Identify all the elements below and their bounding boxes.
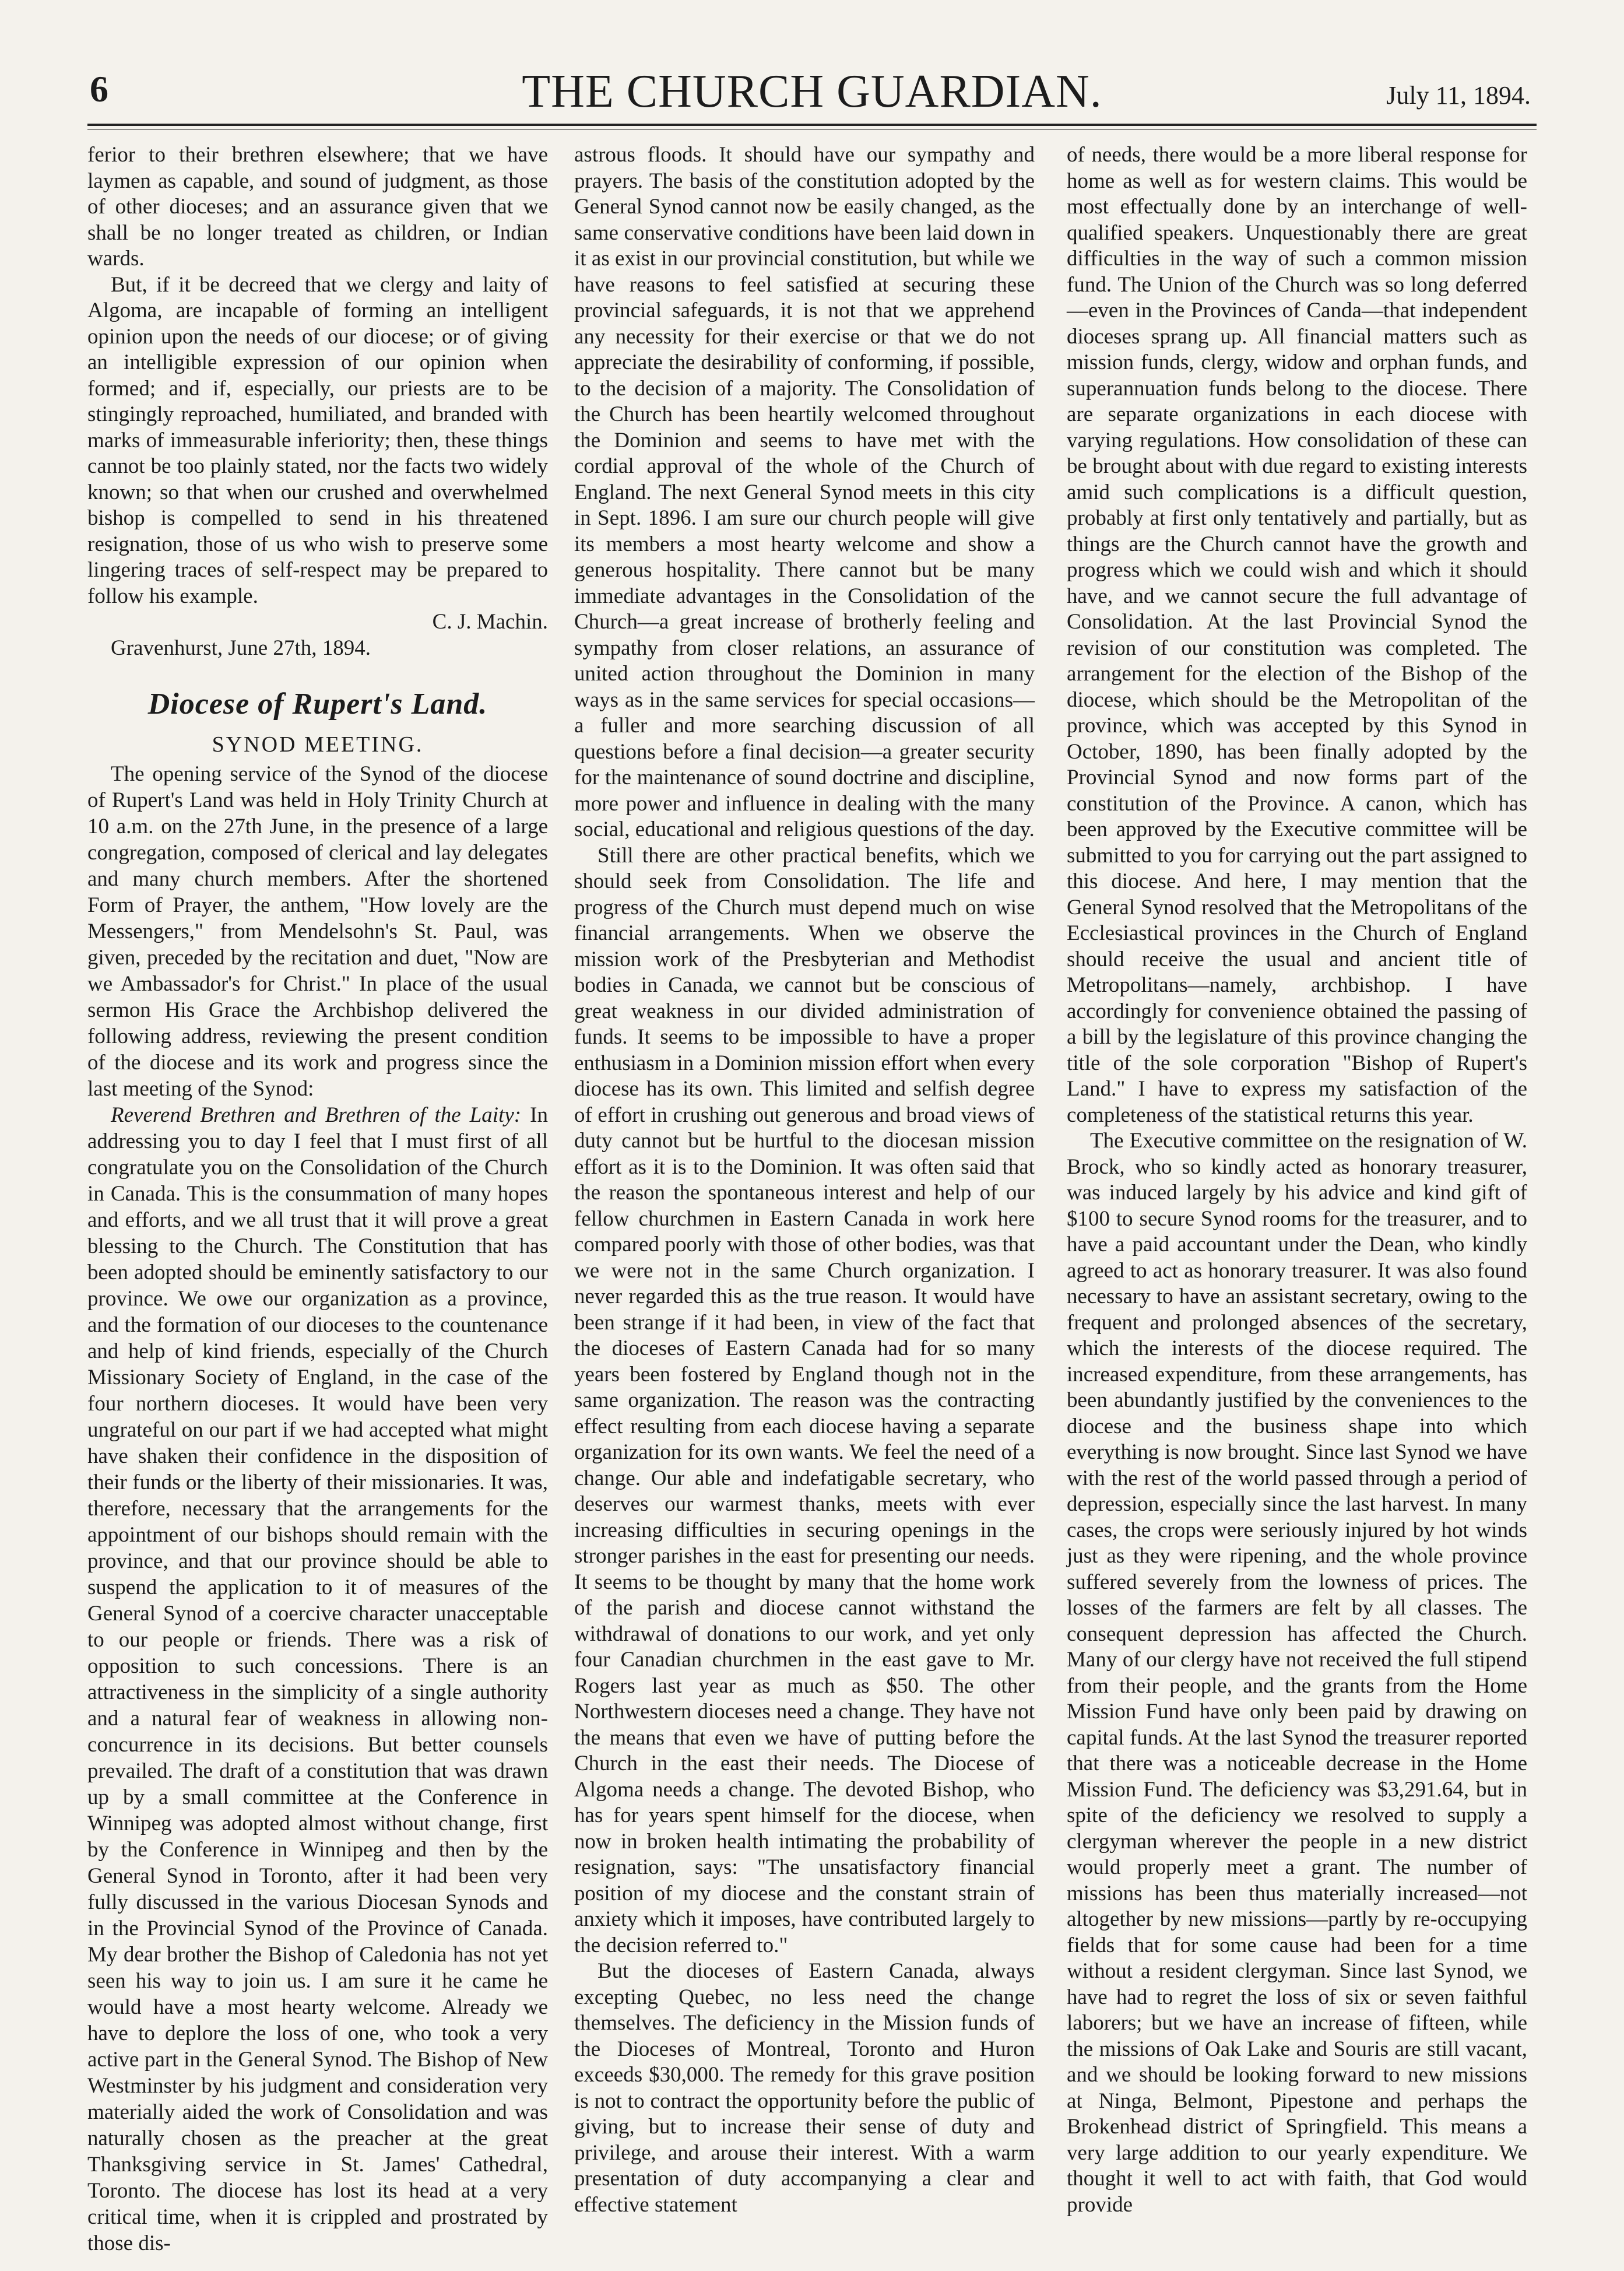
masthead-rule-thin [87,129,1537,130]
column-1 [87,142,548,2255]
address-paragraph: of needs, there would be a more liberal response for home as well as for western claims. This would be most effectually done by an interchange of well-qualified speakers. Unquestionably there are great difficulties in the way of such a common mission fund. The Union of the Church was so long deferred—even in the Provinces of Canda—that independent dioceses sprang up. All financial matters such as mission funds, clergy, widow and orphan funds, and superannuation funds belong to the diocese. There are separate organizations in each diocese with varying regulations. How consolidation of these can be brought about with due regard to existing interests amid such complications is a difficult question, probably at first only tentatively and partially, but as things are the Church cannot have the growth and progress which we could wish and which it should have, and we cannot secure the full advantage of Consolidation. At the last Provincial Synod the revision of our constitution was completed. The arrangement for the election of the Bishop of the diocese, which should be the Metropolitan of the province, which was accepted by this Synod in October, 1890, has been finally adopted by the Provincial Synod and now forms part of the constitution of the Province. A canon, which has been approved by the Executive committee will be submitted to you for carrying out the part assigned to this diocese. And here, I may mention that the General Synod resolved that the Metropolitans of the Ecclesiastical provinces in the Church of England should receive the usual and ancient title of Metropolitans—namely, archbishop. I have accordingly for convenience obtained the passing of a bill by the legislature of this province changing the title of the sole corporation "Bishop of Rupert's Land." I have to express my satisfaction of the completeness of the statistical returns this year. [1067,143,1527,1127]
address-text: In addressing you to day I feel that I must first of all congratulate you on the Consolidation of the Church in Canada. This is the consummation of many hopes and efforts, and we all trust that it will prove a great blessing to the Church. The Constitution that has been adopted should be eminently satisfactory to our province. We owe our organization as a province, and the formation of our dioceses to the countenance and help of kind friends, especially of the Church Missionary Society of England, in the case of the four northern dioceses. It would have been very ungrateful on our part if we had accepted what might have shaken their confidence in the disposition of their funds or the liberty of their missionaries. It was, therefore, necessary that the arrangements for the appointment of our bishops should remain with the province, and that our province should be able to suspend the application to it of measures of the General Synod of a coercive character unacceptable to our people or friends. There was a risk of opposition to such concessions. There is an attractiveness in the simplicity of a single authority and a natural fear of weakness in allowing non-concurrence in its decisions. But better counsels prevailed. The draft of a constitution that was drawn up by a small committee at the Conference in Winnipeg was adopted almost without change, first by the Conference in Winnipeg and then by the General Synod in Toronto, after it had been very fully discussed in the various Diocesan Synods and in the Provincial Synod of the Province of Canada. My dear brother the Bishop of Caledonia has not yet seen his way to join us. I am sure it he came he would have a most hearty welcome. Already we have to deplore the loss of one, who took a very active part in the General Synod. The Bishop of New Westminster by his judgment and consideration very materially aided the work of Consolidation and was naturally chosen as the preacher at the great Thanksgiving service in St. James' Cathedral, Toronto. The diocese has lost its head at a very critical time, when it is crippled and prostrated by those dis- [87,1103,548,2255]
masthead-rule-thick [87,124,1537,126]
issue-date: July 11, 1894. [1386,81,1531,110]
letter-dateline: Gravenhurst, June 27th, 1894. [111,636,371,660]
newspaper-title: THE CHURCH GUARDIAN. [522,66,1102,117]
letter-signature: C. J. Machin. [432,610,548,634]
column-3 [1067,142,1527,2241]
address-paragraph: But the dioceses of Eastern Canada, always excepting Quebec, no less need the change themselves. The deficiency in the Mission funds of the Dioceses of Montreal, Toronto and Huron exceeds $30,000. The remedy for this grave position is not to contract the opportunity before the public of giving, but to increase their sense of duty and privilege, and arouse their interest. With a warm presentation of duty accompanying a clear and effective statement [574,1959,1035,2217]
letter-paragraph: ferior to their brethren elsewhere; that we have laymen as capable, and sound of judgment, as those of other dioceses; and an assurance given that we shall be no longer treated as children, or Indian wards. [87,143,548,271]
address-paragraph: The Executive committee on the resignation of W. Brock, who so kindly acted as honorary treasurer, was induced largely by his advice and kind gift of $100 to secure Synod rooms for the treasurer, and to have a paid accountant under the Dean, who kindly agreed to act as honorary treasurer. It was also found necessary to have an assistant secretary, owing to the frequent and prolonged absences of the secretary, which the interests of the diocese required. The increased expenditure, from these arrangements, has been abundantly justified by the conveniences to the diocese and the business shape into which everything is now brought. Since last Synod we have with the rest of the world passed through a period of depression, especially since the last harvest. In many cases, the crops were seriously injured by hot winds just as they were ripening, and the whole province suffered severely from the lowness of prices. The losses of the farmers are felt by all classes. The consequent depression has affected the Church. Many of our clergy have not received the full stipend from their people, and the grants from the Home Mission Fund have only been paid by drawing on capital funds. At the last Synod the treasurer reported that there was a noticeable decrease in the Home Mission Fund. The deficiency was $3,291.64, but in spite of the deficiency we resolved to supply a clergyman wherever the people in a new district would properly meet a grant. The number of missions has been thus materially increased—not altogether by new missions—partly by re-occupying fields that for some cause had been for a time without a resident clergyman. Since last Synod, we have had to regret the loss of six or seven faithful laborers; but we have an increase of fifteen, while the missions of Oak Lake and Souris are still vacant, and we should be looking forward to new missions at Ninga, Belmont, Pipestone and perhaps the Brokenhead district of Springfield. This means a very large addition to our yearly expenditure. We thought it well to act with faith, that God would provide [1067,1129,1527,2217]
address-salutation: Reverend Brethren and Brethren of the Laity: [111,1103,522,1127]
letter-paragraph: But, if it be decreed that we clergy and laity of Algoma, are incapable of forming an intelligent opinion upon the needs of our diocese; or of giving an intelligible expression of our opinion when formed; and if, especially, our priests are to be stingingly reproached, humiliated, and branded with marks of immeasurable inferiority; then, these things cannot be too plainly stated, nor the facts two widely known; so that when our crushed and overwhelmed bishop is compelled to send in his threatened resignation, those of us who wish to preserve some lingering traces of self-respect may be prepared to follow his example. [87,272,548,608]
page-number: 6 [90,68,108,110]
article-body [87,761,548,2256]
column-2 [574,142,1035,2241]
masthead [87,63,1537,127]
article-headline: Diocese of Rupert's Land. [147,687,488,721]
address-paragraph: astrous floods. It should have our sympathy and prayers. The basis of the constitution adopted by the General Synod cannot now be easily changed, as the same conservative conditions have been laid down in it as exist in our provincial constitution, but while we have reasons to feel satisfied at securing these provincial safeguards, it is not that we apprehend any necessity for their exercise or that we do not appreciate the desirability of conforming, if possible, to the decision of a majority. The Consolidation of the Church has been heartily welcomed throughout the Dominion and seems to have met with the cordial approval of the whole of the Church of England. The next General Synod meets in this city in Sept. 1896. I am sure our church people will give its members a most hearty welcome and show a generous hospitality. There cannot but be many immediate advantages in the Consolidation of the Church—a great increase of brotherly feeling and sympathy from closer relations, an assurance of united action throughout the Dominion in many ways as in the same services for special occasions—a fuller and more searching discussion of all questions before a final decision—a greater security for the maintenance of sound doctrine and discipline, more power and influence in dealing with the many social, educational and religious questions of the day. [574,143,1035,841]
article-subheading: SYNOD MEETING. [212,732,424,757]
address-paragraph [87,1102,548,2256]
article-paragraph: The opening service of the Synod of the diocese of Rupert's Land was held in Holy Trinity Church at 10 a.m. on the 27th June, in the presence of a large congregation, composed of clerical and lay delegates and many church members. After the shortened Form of Prayer, the anthem, "How lovely are the Messengers," from Mendelsohn's St. Paul, was given, preceded by the recitation and duet, "Now are we Ambassador's for Christ." In place of the usual sermon His Grace the Archbishop delivered the following address, reviewing the present condition of the diocese and its work and progress since the last meeting of the Synod: [87,762,548,1101]
address-paragraph: Still there are other practical benefits, which we should seek from Consolidation. The life and progress of the Church must depend much on wise financial arrangements. When we observe the mission work of the Presbyterian and Methodist bodies in Canada, we cannot but be conscious of great weakness in our divided administration of funds. It seems to be impossible to have a proper enthusiasm in a Dominion mission effort when every diocese has its own. This limited and selfish degree of effort in crushing out generous and broad views of duty cannot but be hurtful to the diocesan mission effort as it is to the Dominion. It was often said that the reason the spontaneous interest and help of our fellow churchmen in Eastern Canada in work here compared poorly with those of other bodies, was that we were not in the same Church organization. I never regarded this as the true reason. It would have been strange if it had been, in view of the fact that the dioceses of Eastern Canada had for so many years been fostered by England though not in the same organization. The reason was the contracting effect resulting from each diocese having a separate organization for its own wants. We feel the need of a change. Our able and indefatigable secretary, who deserves our warmest thanks, meets with ever increasing difficulties in securing openings in the stronger parishes in the east for presenting our needs. It seems to be thought by many that the home work of the parish and diocese cannot withstand the withdrawal of donations to our work, and yet only four Canadian churchmen in the east gave to Mr. Rogers last year as much as $50. The other Northwestern dioceses need a change. They have not the means that even we have of putting before the Church in the east their needs. The Diocese of Algoma needs a change. The devoted Bishop, who has for years spent himself for the diocese, when now in broken health intimating the probability of resignation, says: "The unsatisfactory financial position of my diocese and the constant strain of anxiety which it imposes, have contributed largely to the decision referred to." [574,843,1035,1957]
